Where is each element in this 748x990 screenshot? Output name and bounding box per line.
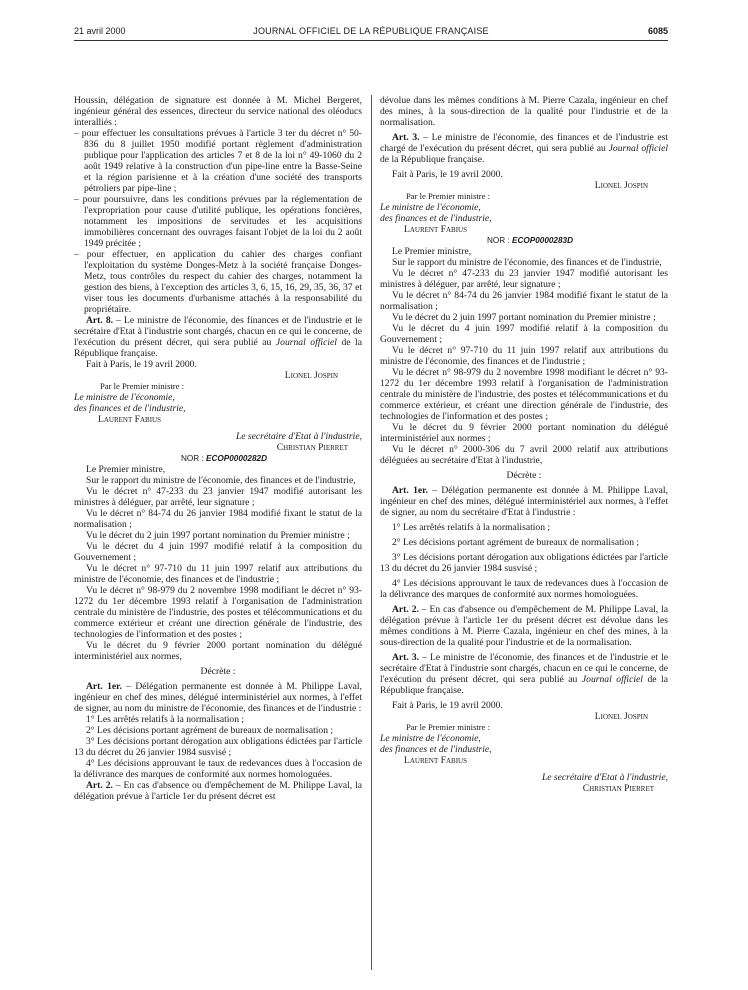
bullet-item: – pour poursuivre, dans les conditions prévues par la réglementation de l'expropriation pour cause d'utilité publique, les opérations foncières, notamment les impositions de servitudes et les acquisitions immobilières concernant des ouvrages faisant l'objet de la loi du 2 août 1949 précitée ; xyxy=(74,194,362,249)
list-item: 2° Les décisions portant agrément de bureaux de normalisation ; xyxy=(86,725,334,736)
list-item: 4° Les décisions approuvant le taux de redevances dues à l'occasion de la délivrance des marques de conformité aux normes homologuées. xyxy=(74,758,362,780)
secretary-name: Christian Pierret xyxy=(582,783,654,794)
right-column xyxy=(380,95,668,794)
article-2 xyxy=(74,780,362,802)
paragraph: dévolue dans les mêmes conditions à M. Pierre Cazala, ingénieur en chef des mines, à la sous-direction de la qualité pour l'industrie et de la normalisation. xyxy=(380,95,668,128)
par-premier-ministre: Par le Premier ministre : xyxy=(406,722,491,732)
signing-place-date: Fait à Paris, le 19 avril 2000. xyxy=(392,700,503,711)
nor-label: NOR : xyxy=(180,454,207,463)
article-8 xyxy=(74,315,362,359)
left-column xyxy=(74,95,362,802)
minister-title-1: Le ministre de l'économie, xyxy=(74,392,175,403)
article-1 xyxy=(74,681,362,714)
article-label: Art. 2. xyxy=(392,604,419,615)
signing-place-date: Fait à Paris, le 19 avril 2000. xyxy=(392,169,503,180)
visa: Vu le décret du 4 juin 1997 modifié relatif à la composition du Gouvernement ; xyxy=(74,541,362,563)
article-text: – Le ministre de l'économie, des finances et de l'industrie et le secrétaire d'Etat à l'industrie sont chargés, chacun en ce qui le concerne, de l'exécution du présent décret, qui sera publié au xyxy=(380,652,669,685)
list-item: 4° Les décisions approuvant le taux de redevances dues à l'occasion de la délivrance des marques de conformité aux normes homologuées. xyxy=(380,578,668,600)
list-item: 3° Les décisions portant dérogation aux obligations édictées par l'article 13 du décret du 26 janvier 1984 susvisé ; xyxy=(74,736,362,758)
minister-title-2: des finances et de l'industrie, xyxy=(74,403,186,414)
paragraph: Sur le rapport du ministre de l'économie, des finances et de l'industrie, xyxy=(86,475,356,486)
minister-name: Laurent Fabius xyxy=(404,224,467,235)
nor-reference xyxy=(380,235,668,246)
secretary-block xyxy=(74,431,362,453)
visa: Vu le décret du 4 juin 1997 modifié relatif à la composition du Gouvernement ; xyxy=(380,323,668,345)
running-header xyxy=(74,26,668,40)
article-label: Art. 1er. xyxy=(392,485,428,496)
visa: Vu le décret n° 2000-306 du 7 avril 2000 relatif aux attributions déléguées au secrétaire d'Etat à l'industrie, xyxy=(380,444,668,466)
journal-name: Journal officiel xyxy=(581,674,643,685)
secretary-title: Le secrétaire d'Etat à l'industrie, xyxy=(235,431,362,442)
countersign-block xyxy=(74,381,362,425)
visa: Vu le décret du 9 février 2000 portant nomination du délégué interministériel aux normes ; xyxy=(380,422,668,444)
minister-title-2: des finances et de l'industrie, xyxy=(380,213,492,224)
par-premier-ministre: Par le Premier ministre : xyxy=(100,381,185,391)
nor-code: ECOP0000283D xyxy=(512,236,574,245)
article-text: – Le ministre de l'économie, des finances et de l'industrie et le secrétaire d'Etat à l'industrie sont chargés, chacun en ce qui le concerne, de l'exécution du présent décret, qui sera publié au xyxy=(74,315,363,348)
visa: Vu le décret n° 47-233 du 23 janvier 1947 modifié autorisant les ministres à déléguer, par arrêté, leur signature ; xyxy=(74,486,362,508)
visa: Vu le décret n° 98-979 du 2 novembre 1998 modifiant le décret n° 93-1272 du 1er décembre 1993 relatif à l'organisation de l'administration centrale du ministère de l'industrie, des postes et télécommunications et du commerce extérieur et créant une direction générale de l'industrie, des technologies de l'information et des postes ; xyxy=(74,585,362,640)
visa: Vu le décret n° 84-74 du 26 janvier 1984 modifié fixant le statut de la normalisation ; xyxy=(74,508,362,530)
signature-pm: Lionel Jospin xyxy=(594,180,648,191)
header-page-number: 6085 xyxy=(647,26,668,36)
par-premier-ministre: Par le Premier ministre : xyxy=(406,191,491,201)
header-rule xyxy=(74,40,668,41)
article-3-second xyxy=(380,652,668,696)
article-label: Art. 8. xyxy=(86,315,114,326)
journal-name: Journal officiel xyxy=(608,143,669,154)
nor-code: ECOP0000282D xyxy=(206,454,268,463)
visa: Vu le décret du 2 juin 1997 portant nomination du Premier ministre ; xyxy=(392,312,656,323)
decrete-heading: Décrète : xyxy=(200,666,236,677)
countersign-block xyxy=(380,722,668,766)
visa: Vu le décret n° 47-233 du 23 janvier 1947 modifié autorisant les ministres à déléguer, par arrêté, leur signature ; xyxy=(380,268,668,290)
minister-title-1: Le ministre de l'économie, xyxy=(380,202,481,213)
article-2 xyxy=(380,604,668,648)
secretary-block xyxy=(380,772,668,794)
visa: Vu le décret du 2 juin 1997 portant nomination du Premier ministre ; xyxy=(86,530,350,541)
paragraph: Le Premier ministre, xyxy=(86,464,166,475)
visa: Vu le décret n° 97-710 du 11 juin 1997 relatif aux attributions du ministre de l'économie, des finances et de l'industrie ; xyxy=(380,345,668,367)
article-3 xyxy=(380,132,668,165)
article-text-end: de la République française. xyxy=(380,674,668,696)
visa: Vu le décret du 9 février 2000 portant nomination du délégué interministériel aux normes, xyxy=(74,640,362,662)
secretary-name: Christian Pierret xyxy=(276,442,348,453)
paragraph: Houssin, délégation de signature est donnée à M. Michel Bergeret, ingénieur général des essences, directeur du service national des oléoducs interalliés : xyxy=(74,95,362,128)
visa: Vu le décret n° 98-979 du 2 novembre 1998 modifiant le décret n° 93-1272 du 1er décembre 1993 relatif à l'organisation de l'administration centrale du ministère de l'industrie, des postes et télécommunications et du commerce extérieur, et créant une direction générale de l'industrie, des technologies de l'information et des postes ; xyxy=(380,367,668,422)
article-text: – Délégation permanente est donnée à M. Philippe Laval, ingénieur en chef des mines, délégué interministériel aux normes, à l'effet de signer, au nom du ministre de l'économie, des finances et de l'industrie : xyxy=(74,681,362,714)
decrete-heading: Décrète : xyxy=(506,470,542,481)
column-divider xyxy=(371,95,372,970)
article-label: Art. 3. xyxy=(392,132,420,143)
countersign-block xyxy=(380,191,668,235)
article-text: – Le ministre de l'économie, des finances et de l'industrie est chargé de l'exécution du présent décret, qui sera publié au xyxy=(380,132,669,154)
minister-name: Laurent Fabius xyxy=(98,414,161,425)
list-item: 1° Les arrêtés relatifs à la normalisation ; xyxy=(86,714,245,725)
article-text: – En cas d'absence ou d'empêchement de M. Philippe Laval, la délégation prévue à l'article 1er du présent décret est dévolue dans les mêmes conditions à M. Pierre Cazala, ingénieur en chef des mines, à la sous-direction de la qualité pour l'industrie et de la normalisation. xyxy=(380,604,668,648)
nor-reference xyxy=(74,453,362,464)
article-label: Art. 3. xyxy=(392,652,420,663)
secretary-title: Le secrétaire d'Etat à l'industrie, xyxy=(541,772,668,783)
bullet-item: – pour effectuer les consultations prévues à l'article 3 ter du décret n° 50-836 du 8 juillet 1950 modifié portant règlement d'administration publique pour l'application des articles 7 et 8 de la loi n° 49-1060 du 2 août 1949 relative à la construction d'un pipe-line entre la Basse-Seine et la région parisienne et à la création d'une société des transports pétroliers par pipe-line ; xyxy=(74,128,362,194)
article-label: Art. 1er. xyxy=(86,681,122,692)
article-text-end: de la République française. xyxy=(74,337,362,359)
header-date: 21 avril 2000 xyxy=(74,26,126,36)
visa: Vu le décret n° 97-710 du 11 juin 1997 relatif aux attributions du ministre de l'économie, des finances et de l'industrie ; xyxy=(74,563,362,585)
paragraph: Sur le rapport du ministre de l'économie, des finances et de l'industrie, xyxy=(392,257,662,268)
header-title: JOURNAL OFFICIEL DE LA RÉPUBLIQUE FRANÇAISE xyxy=(253,26,489,36)
paragraph: Le Premier ministre, xyxy=(392,246,472,257)
signature-pm: Lionel Jospin xyxy=(284,370,338,381)
list-item: 3° Les décisions portant dérogation aux obligations édictées par l'article 13 du décret du 26 janvier 1984 susvisé ; xyxy=(380,552,668,574)
article-1 xyxy=(380,485,668,518)
minister-title-1: Le ministre de l'économie, xyxy=(380,733,481,744)
signing-place-date: Fait à Paris, le 19 avril 2000. xyxy=(86,359,197,370)
nor-label: NOR : xyxy=(486,236,513,245)
signature-pm: Lionel Jospin xyxy=(594,711,648,722)
article-label: Art. 2. xyxy=(86,780,113,791)
article-text-end: de la République française. xyxy=(380,154,485,165)
minister-title-2: des finances et de l'industrie, xyxy=(380,744,492,755)
article-text: – En cas d'absence ou d'empêchement de M. Philippe Laval, la délégation prévue à l'article 1er du présent décret est xyxy=(74,780,362,802)
journal-name: Journal officiel xyxy=(275,337,337,348)
list-item: 1° Les arrêtés relatifs à la normalisation ; xyxy=(392,522,551,533)
bullet-item: – pour effectuer, en application du cahier des charges confiant l'exploitation du système Donges-Metz à la société française Donges-Metz, tous contrôles du respect du cahier des charges, notamment la gestion des biens, à l'exception des articles 3, 6, 15, 16, 29, 35, 36, 37 et viser tous les documents d'urbanisme attachés à la responsabilité du propriétaire. xyxy=(74,249,362,315)
visa: Vu le décret n° 84-74 du 26 janvier 1984 modifié fixant le statut de la normalisation ; xyxy=(380,290,668,312)
list-item: 2° Les décisions portant agrément de bureaux de normalisation ; xyxy=(392,537,640,548)
minister-name: Laurent Fabius xyxy=(404,755,467,766)
article-text: – Délégation permanente est donnée à M. Philippe Laval, ingénieur en chef des mines, délégué interministériel aux normes, à l'effet de signer, au nom du secrétaire d'Etat à l'industrie : xyxy=(380,485,668,518)
